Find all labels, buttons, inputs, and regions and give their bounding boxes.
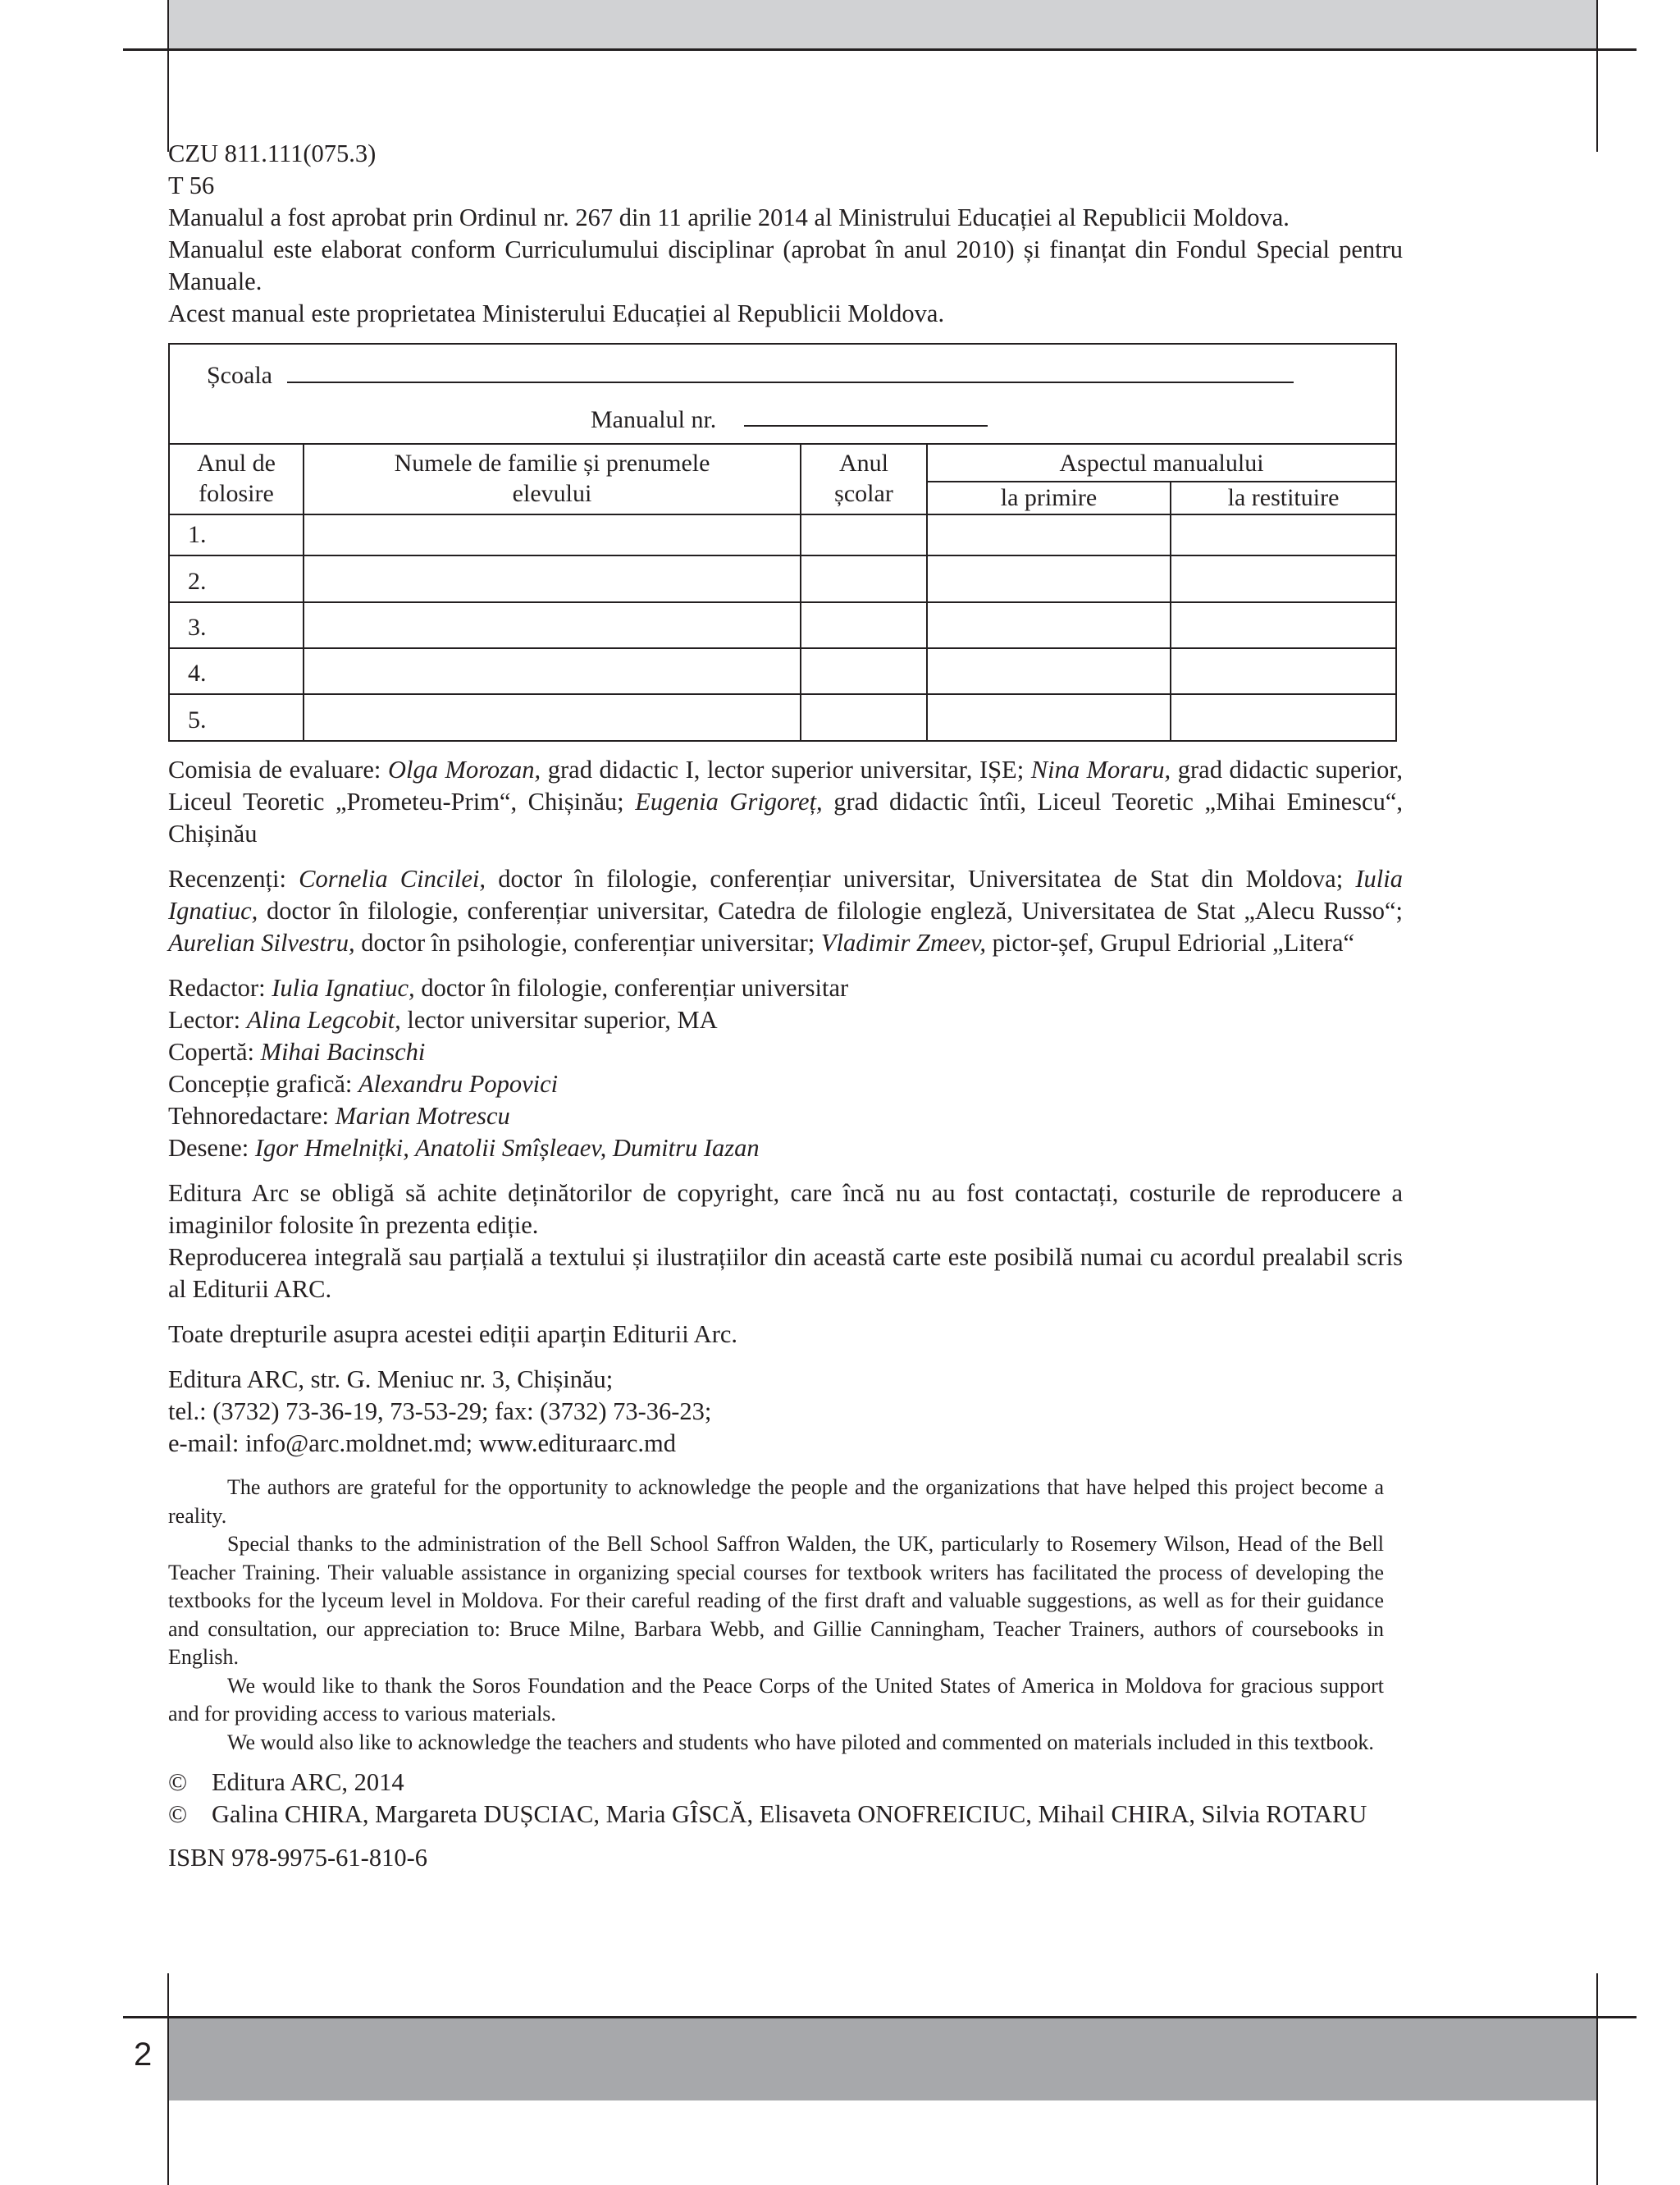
- col-receive-header: la primire: [927, 482, 1171, 514]
- rights-reserved: Toate drepturile asupra acestei ediții aparțin Editurii Arc.: [168, 1320, 738, 1348]
- page-number: 2: [134, 2036, 153, 2073]
- col-aspect-header: Aspectul manualului: [927, 444, 1395, 482]
- copyright-authors: © Galina CHIRA, Margareta DUȘCIAC, Maria GÎSCĂ, Elisaveta ONOFREICIUC, Mihail CHIRA, Silvia ROTARU: [168, 1800, 1367, 1828]
- crop-mark-top-left: [167, 0, 169, 152]
- col-year-header: Anul de folosire: [170, 444, 304, 514]
- ack-paragraph: The authors are grateful for the opportunity to acknowledge the people and the organizations that have helped this project become a reality.: [168, 1475, 1384, 1528]
- credits-list: [168, 972, 1403, 1164]
- school-field-line: [287, 382, 1294, 383]
- credit-line: Copertă: Mihai Bacinschi: [168, 1038, 426, 1066]
- bottom-rule: [123, 2016, 1637, 2018]
- publisher-phone: tel.: (3732) 73-36-19, 73-53-29; fax: (3732) 73-36-23;: [168, 1397, 712, 1425]
- ack-paragraph: We would like to thank the Soros Foundation and the Peace Corps of the United States of America in Moldova for gracious support and for providing access to various materials.: [168, 1673, 1384, 1726]
- bottom-gray-band: [168, 2018, 1597, 2100]
- reviewers: Recenzenți: Cornelia Cincilei, doctor în filologie, conferențiar universitar, Universitatea de Stat din Moldova; Iulia Ignatiuc, doctor în filologie, conferențiar universitar, Catedra de filologie engleză, Universitatea de Stat „Alecu Russo“; Aurelian Silvestru, doctor în psihologie, conferențiar universitar; Vladimir Zmeev, pictor-șef, Grupul Edriorial „Litera“: [168, 865, 1403, 957]
- czu-code: CZU 811.111(075.3): [168, 139, 377, 167]
- imprint-page: [168, 138, 1403, 1874]
- ack-paragraph: We would also like to acknowledge the teachers and students who have piloted and commented on materials included in this textbook.: [227, 1730, 1374, 1754]
- publisher-email: e-mail: info@arc.moldnet.md; www.edituraarc.md: [168, 1429, 676, 1457]
- table-row: 3.: [170, 602, 1395, 648]
- top-gray-band: [168, 0, 1597, 49]
- copyright-holders-note: Editura Arc se obligă să achite deținătorilor de copyright, care încă nu au fost contactați, costurile de reproducere a imaginilor folosite în prezenta ediție.: [168, 1179, 1403, 1239]
- isbn: ISBN 978-9975-61-810-6: [168, 1844, 427, 1872]
- school-label: Școala: [207, 362, 272, 389]
- credit-line: Concepție grafică: Alexandru Popovici: [168, 1070, 559, 1098]
- credit-line: Tehnoredactare: Marian Motrescu: [168, 1102, 510, 1130]
- crop-mark-top-right: [1596, 0, 1598, 152]
- reproduction-note: Reproducerea integrală sau parțială a textului și ilustrațiilor din această carte este posibilă numai cu acordul prealabil scris al Editurii ARC.: [168, 1243, 1403, 1303]
- col-school-year-header: Anul școlar: [801, 444, 927, 514]
- catalog-code: T 56: [168, 171, 215, 199]
- ack-paragraph: Special thanks to the administration of the Bell School Saffron Walden, the UK, particularly to Rosemery Wilson, Head of the Bell Teacher Training. Their valuable assistance in organizing special courses for textbook writers has facilitated the process of developing the textbooks for the lyceum level in Moldova. For their careful reading of the first draft and valuable suggestions, as well as for their guidance and consultation, our appreciation to: Bruce Milne, Barbara Webb, and Gillie Canningham, Teacher Trainers, authors of coursebooks in English.: [168, 1532, 1384, 1669]
- table-row: 4.: [170, 648, 1395, 694]
- col-name-header: Numele de familie și prenumele elevului: [304, 444, 801, 514]
- approval-line: Manualul a fost aprobat prin Ordinul nr. 267 din 11 aprilie 2014 al Ministrului Educației al Republicii Moldova.: [168, 203, 1290, 231]
- top-rule: [123, 48, 1637, 51]
- crop-mark-bottom-left: [167, 1973, 169, 2185]
- credit-line: Desene: Igor Hmelnițki, Anatolii Smîșleaev, Dumitru Iazan: [168, 1134, 760, 1162]
- copyright-publisher: © Editura ARC, 2014: [168, 1768, 404, 1796]
- publisher-address: Editura ARC, str. G. Meniuc nr. 3, Chișinău;: [168, 1365, 614, 1393]
- copyright-block: [168, 1767, 1403, 1831]
- property-line: Acest manual este proprietatea Ministerului Educației al Republicii Moldova.: [168, 299, 945, 327]
- textbook-register: [168, 343, 1397, 742]
- evaluation-commission: Comisia de evaluare: Olga Morozan, grad didactic I, lector superior universitar, IȘE; Nina Moraru, grad didactic superior, Liceul Teoretic „Prometeu-Prim“, Chișinău; Eugenia Grigoreț, grad didactic întîi, Liceul Teoretic „Mihai Eminescu“, Chișinău: [168, 756, 1403, 848]
- curriculum-line: Manualul este elaborat conform Curriculumului disciplinar (aprobat în anul 2010) și finanțat din Fondul Special pentru Manuale.: [168, 235, 1403, 295]
- table-row: 5.: [170, 694, 1395, 740]
- credit-line: Lector: Alina Legcobit, lector universitar superior, MA: [168, 1006, 718, 1034]
- publisher-contact: [168, 1364, 1403, 1460]
- acknowledgements: [168, 1474, 1384, 1757]
- manual-number-field-line: [744, 425, 988, 427]
- col-return-header: la restituire: [1171, 482, 1395, 514]
- table-row: 2.: [170, 555, 1395, 602]
- crop-mark-bottom-right: [1596, 1973, 1598, 2185]
- manual-number-label: Manualul nr.: [591, 406, 717, 433]
- table-row: 1.: [170, 514, 1395, 555]
- credit-line: Redactor: Iulia Ignatiuc, doctor în filologie, conferențiar universitar: [168, 974, 849, 1002]
- register-table: [170, 443, 1395, 740]
